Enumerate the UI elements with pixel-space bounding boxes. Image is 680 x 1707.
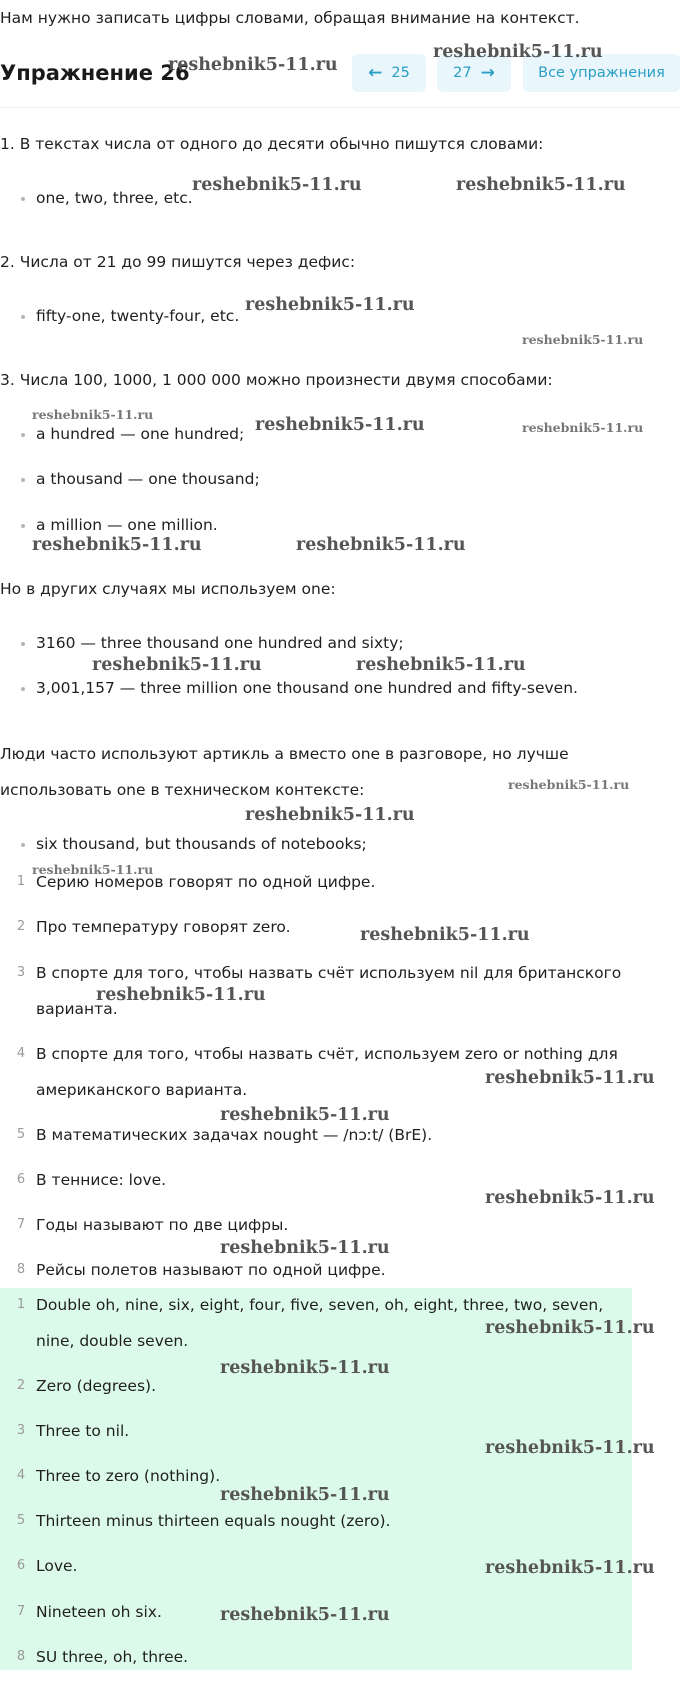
explanation-item xyxy=(16,955,622,1027)
explanation-item xyxy=(16,864,376,900)
article-note-line: использовать one в техническом контексте: xyxy=(0,781,365,799)
watermark: reshebnik5-11.ru xyxy=(192,175,362,195)
explanation-text: Годы называют по две цифры. xyxy=(36,1216,289,1234)
watermark: reshebnik5-11.ru xyxy=(456,175,626,195)
explanation-item xyxy=(16,1162,167,1198)
next-exercise-label: 27 xyxy=(453,65,472,81)
intro-text: Нам нужно записать цифры словами, обращая внимание на контекст. xyxy=(0,9,580,27)
watermark: reshebnik5-11.ru xyxy=(220,1605,390,1625)
list-item: 3160 — three thousand one hundred and sixty; xyxy=(36,631,404,655)
explanation-text: В спорте для того, чтобы назвать счёт, используем zero or nothing для xyxy=(36,1045,618,1063)
explanation-text: В спорте для того, чтобы назвать счёт используем nil для британского xyxy=(36,964,622,982)
rule-2-example: fifty-one, twenty-four, etc. xyxy=(36,304,239,328)
explanation-text: В математических задачах nought — /nɔːt/ (BrE). xyxy=(36,1126,433,1144)
watermark: reshebnik5-11.ru xyxy=(32,535,202,555)
page-title: Упражнение 26 xyxy=(0,61,190,85)
explanation-item xyxy=(16,1117,433,1153)
watermark: reshebnik5-11.ru xyxy=(96,985,266,1005)
watermark: reshebnik5-11.ru xyxy=(92,655,262,675)
answer-item xyxy=(16,1368,157,1404)
explanation-text: варианта. xyxy=(36,1000,118,1018)
explanation-number: 1 xyxy=(16,874,26,889)
arrow-right-icon: → xyxy=(480,62,495,83)
all-exercises-label: Все упражнения xyxy=(538,65,665,81)
explanation-item xyxy=(16,1252,386,1288)
watermark: reshebnik5-11.ru xyxy=(485,1188,655,1208)
list-item: a million — one million. xyxy=(36,513,218,537)
answer-text: Three to zero (nothing). xyxy=(36,1467,221,1485)
watermark: reshebnik5-11.ru xyxy=(168,55,338,75)
explanation-item xyxy=(16,1036,618,1108)
header-divider xyxy=(0,107,680,108)
answer-number: 1 xyxy=(16,1297,26,1312)
watermark: reshebnik5-11.ru xyxy=(245,295,415,315)
watermark: reshebnik5-11.ru xyxy=(220,1485,390,1505)
answer-item xyxy=(16,1594,162,1630)
article-example: six thousand, but thousands of notebooks; xyxy=(36,832,367,856)
answer-item xyxy=(16,1458,221,1494)
watermark: reshebnik5-11.ru xyxy=(360,925,530,945)
explanation-text: Про температуру говорят zero. xyxy=(36,918,291,936)
explanation-text: американского варианта. xyxy=(36,1081,248,1099)
watermark: reshebnik5-11.ru xyxy=(522,420,644,435)
answer-text: Three to nil. xyxy=(36,1422,130,1440)
answer-text: nine, double seven. xyxy=(36,1332,189,1350)
explanation-text: Серию номеров говорят по одной цифре. xyxy=(36,873,376,891)
answer-number: 4 xyxy=(16,1468,26,1483)
exercise-header xyxy=(0,54,680,110)
explanation-text: В теннисе: love. xyxy=(36,1171,167,1189)
watermark: reshebnik5-11.ru xyxy=(433,42,603,62)
explanation-number: 6 xyxy=(16,1172,26,1187)
answer-text: SU three, oh, three. xyxy=(36,1648,189,1666)
explanation-number: 5 xyxy=(16,1127,26,1142)
rule-1-heading: 1. В текстах числа от одного до десяти обычно пишутся словами: xyxy=(0,135,544,153)
answer-number: 3 xyxy=(16,1423,26,1438)
rule-1-example: one, two, three, etc. xyxy=(36,186,193,210)
arrow-left-icon: ← xyxy=(368,62,383,83)
next-exercise-button[interactable] xyxy=(437,54,511,92)
explanation-text: Рейсы полетов называют по одной цифре. xyxy=(36,1261,386,1279)
watermark: reshebnik5-11.ru xyxy=(220,1105,390,1125)
prev-exercise-button[interactable] xyxy=(352,54,426,92)
explanation-number: 7 xyxy=(16,1217,26,1232)
answer-number: 8 xyxy=(16,1649,26,1664)
answer-item xyxy=(16,1287,604,1359)
watermark: reshebnik5-11.ru xyxy=(220,1238,390,1258)
watermark: reshebnik5-11.ru xyxy=(245,805,415,825)
explanation-number: 3 xyxy=(16,965,26,980)
answer-item xyxy=(16,1413,130,1449)
answer-text: Double oh, nine, six, eight, four, five, seven, oh, eight, three, two, seven, xyxy=(36,1296,604,1314)
answer-text: Zero (degrees). xyxy=(36,1377,157,1395)
list-item: a hundred — one hundred; xyxy=(36,422,244,446)
explanation-number: 8 xyxy=(16,1262,26,1277)
answer-number: 2 xyxy=(16,1378,26,1393)
explanation-item xyxy=(16,1207,289,1243)
watermark: reshebnik5-11.ru xyxy=(32,862,154,877)
watermark: reshebnik5-11.ru xyxy=(508,777,630,792)
explanation-item xyxy=(16,909,291,945)
answer-item xyxy=(16,1503,391,1539)
answer-text: Love. xyxy=(36,1557,78,1575)
watermark: reshebnik5-11.ru xyxy=(485,1558,655,1578)
watermark: reshebnik5-11.ru xyxy=(485,1318,655,1338)
watermark: reshebnik5-11.ru xyxy=(32,407,154,422)
rule-3-heading: 3. Числа 100, 1000, 1 000 000 можно произнести двумя способами: xyxy=(0,371,553,389)
list-item: a thousand — one thousand; xyxy=(36,467,260,491)
explanation-number: 2 xyxy=(16,919,26,934)
watermark: reshebnik5-11.ru xyxy=(356,655,526,675)
article-note-line: Люди часто используют артикль a вместо one в разговоре, но лучше xyxy=(0,745,569,763)
watermark: reshebnik5-11.ru xyxy=(485,1068,655,1088)
watermark: reshebnik5-11.ru xyxy=(522,332,644,347)
all-exercises-button[interactable] xyxy=(523,54,680,92)
watermark: reshebnik5-11.ru xyxy=(220,1358,390,1378)
watermark: reshebnik5-11.ru xyxy=(485,1438,655,1458)
other-cases-heading: Но в других случаях мы используем one: xyxy=(0,580,336,598)
list-item: 3,001,157 — three million one thousand one hundred and fifty-seven. xyxy=(36,676,578,700)
answer-item xyxy=(16,1548,78,1584)
answer-text: Nineteen oh six. xyxy=(36,1603,162,1621)
answer-number: 7 xyxy=(16,1604,26,1619)
prev-exercise-label: 25 xyxy=(391,65,410,81)
watermark: reshebnik5-11.ru xyxy=(296,535,466,555)
answer-number: 6 xyxy=(16,1558,26,1573)
rule-2-heading: 2. Числа от 21 до 99 пишутся через дефис: xyxy=(0,253,356,271)
answer-number: 5 xyxy=(16,1513,26,1528)
watermark: reshebnik5-11.ru xyxy=(255,415,425,435)
article-note xyxy=(0,736,569,808)
explanation-number: 4 xyxy=(16,1046,26,1061)
answer-item xyxy=(16,1639,189,1675)
answer-text: Thirteen minus thirteen equals nought (zero). xyxy=(36,1512,391,1530)
